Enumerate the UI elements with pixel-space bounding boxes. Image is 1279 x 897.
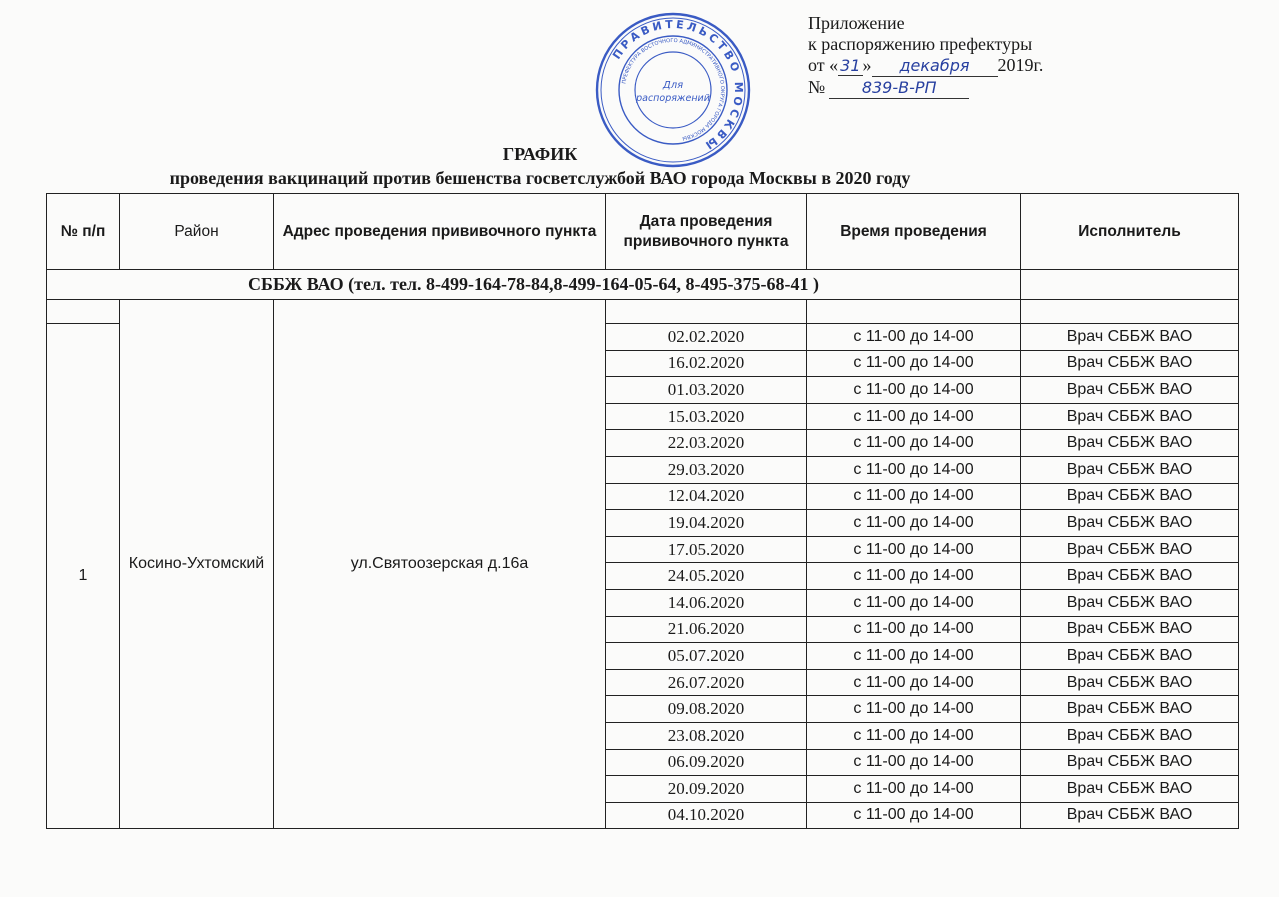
executor-cell: Врач СББЖ ВАО: [1021, 563, 1239, 590]
time-cell: с 11-00 до 14-00: [807, 403, 1021, 430]
district-cell: Косино-Ухтомский: [120, 300, 274, 829]
date-cell: 02.02.2020: [606, 324, 807, 351]
date-year: 2019г.: [997, 55, 1044, 75]
date-cell: 16.02.2020: [606, 350, 807, 377]
time-cell: с 11-00 до 14-00: [807, 377, 1021, 404]
address-cell: ул.Святоозерская д.16а: [274, 300, 606, 829]
executor-cell: Врач СББЖ ВАО: [1021, 802, 1239, 829]
svg-text:распоряжений: распоряжений: [636, 93, 710, 104]
date-cell: 22.03.2020: [606, 430, 807, 457]
official-stamp: [594, 10, 752, 170]
appendix-subtitle: к распоряжению префектуры: [808, 34, 1033, 54]
row-number-cell: 1: [47, 324, 120, 829]
date-cell: 17.05.2020: [606, 536, 807, 563]
time-cell: с 11-00 до 14-00: [807, 696, 1021, 723]
svg-text:ПРАВИТЕЛЬСТВО МОСКВЫ: ПРАВИТЕЛЬСТВО МОСКВЫ: [610, 17, 746, 154]
executor-cell: Врач СББЖ ВАО: [1021, 510, 1239, 537]
stamp-seal-icon: [594, 10, 752, 170]
time-cell: с 11-00 до 14-00: [807, 589, 1021, 616]
executor-cell: Врач СББЖ ВАО: [1021, 669, 1239, 696]
blank-cell: [606, 300, 807, 324]
time-cell: с 11-00 до 14-00: [807, 802, 1021, 829]
date-cell: 01.03.2020: [606, 377, 807, 404]
header-district: Район: [120, 194, 274, 270]
title-line-2: проведения вакцинаций против бешенства госветслужбой ВАО города Москвы в 2020 году: [169, 168, 911, 188]
date-cell: 04.10.2020: [606, 802, 807, 829]
date-cell: 09.08.2020: [606, 696, 807, 723]
date-cell: 19.04.2020: [606, 510, 807, 537]
org-contact-cell: СББЖ ВАО (тел. тел. 8-499-164-78-84,8-499-164-05-64, 8-495-375-68-41 ): [47, 270, 1021, 300]
executor-cell: Врач СББЖ ВАО: [1021, 324, 1239, 351]
svg-text:Для: Для: [662, 80, 684, 91]
date-cell: 15.03.2020: [606, 403, 807, 430]
date-cell: 14.06.2020: [606, 589, 807, 616]
executor-cell: Врач СББЖ ВАО: [1021, 749, 1239, 776]
table-header-row: [47, 194, 1239, 270]
executor-cell: Врач СББЖ ВАО: [1021, 483, 1239, 510]
appendix-number: [808, 77, 1098, 99]
header-time: Время проведения: [807, 194, 1021, 270]
date-cell: 21.06.2020: [606, 616, 807, 643]
date-cell: 05.07.2020: [606, 643, 807, 670]
time-cell: с 11-00 до 14-00: [807, 510, 1021, 537]
time-cell: с 11-00 до 14-00: [807, 350, 1021, 377]
date-cell: 20.09.2020: [606, 776, 807, 803]
date-prefix: от «: [808, 55, 839, 75]
blank-row: [47, 300, 1239, 324]
date-cell: 06.09.2020: [606, 749, 807, 776]
date-mid: »: [862, 55, 872, 75]
time-cell: с 11-00 до 14-00: [807, 483, 1021, 510]
time-cell: с 11-00 до 14-00: [807, 563, 1021, 590]
time-cell: с 11-00 до 14-00: [807, 456, 1021, 483]
executor-cell: Врач СББЖ ВАО: [1021, 430, 1239, 457]
executor-cell: Врач СББЖ ВАО: [1021, 643, 1239, 670]
time-cell: с 11-00 до 14-00: [807, 616, 1021, 643]
time-cell: с 11-00 до 14-00: [807, 643, 1021, 670]
blank-cell: [807, 300, 1021, 324]
executor-cell: Врач СББЖ ВАО: [1021, 696, 1239, 723]
number-prefix: №: [808, 77, 826, 97]
time-cell: с 11-00 до 14-00: [807, 324, 1021, 351]
org-empty-cell: [1021, 270, 1239, 300]
org-row: [47, 270, 1239, 300]
date-cell: 24.05.2020: [606, 563, 807, 590]
executor-cell: Врач СББЖ ВАО: [1021, 456, 1239, 483]
date-cell: 23.08.2020: [606, 722, 807, 749]
blank-cell: [47, 300, 120, 324]
time-cell: с 11-00 до 14-00: [807, 536, 1021, 563]
handwritten-month: декабря: [872, 55, 998, 77]
executor-cell: Врач СББЖ ВАО: [1021, 589, 1239, 616]
header-address: Адрес проведения прививочного пункта: [274, 194, 606, 270]
appendix-date: [808, 55, 1098, 77]
date-cell: 12.04.2020: [606, 483, 807, 510]
blank-cell: [1021, 300, 1239, 324]
executor-cell: Врач СББЖ ВАО: [1021, 350, 1239, 377]
executor-cell: Врач СББЖ ВАО: [1021, 536, 1239, 563]
header-executor: Исполнитель: [1021, 194, 1239, 270]
title-line-1: ГРАФИК: [502, 144, 578, 164]
executor-cell: Врач СББЖ ВАО: [1021, 403, 1239, 430]
handwritten-day: 31: [840, 56, 861, 75]
vaccination-schedule-table: [46, 193, 1239, 829]
executor-cell: Врач СББЖ ВАО: [1021, 377, 1239, 404]
executor-cell: Врач СББЖ ВАО: [1021, 776, 1239, 803]
header-num: № п/п: [47, 194, 120, 270]
date-cell: 26.07.2020: [606, 669, 807, 696]
time-cell: с 11-00 до 14-00: [807, 669, 1021, 696]
time-cell: с 11-00 до 14-00: [807, 722, 1021, 749]
header-date: Дата проведения прививочного пункта: [606, 194, 807, 270]
time-cell: с 11-00 до 14-00: [807, 776, 1021, 803]
svg-text:ПРЕФЕКТУРА ВОСТОЧНОГО АДМИНИСТ: ПРЕФЕКТУРА ВОСТОЧНОГО АДМИНИСТРАТИВНОГО ОКРУГА ГОРОДА МОСКВЫ: [621, 37, 726, 142]
appendix-title: Приложение: [808, 13, 905, 33]
executor-cell: Врач СББЖ ВАО: [1021, 722, 1239, 749]
time-cell: с 11-00 до 14-00: [807, 430, 1021, 457]
appendix-block: [808, 13, 1098, 99]
executor-cell: Врач СББЖ ВАО: [1021, 616, 1239, 643]
time-cell: с 11-00 до 14-00: [807, 749, 1021, 776]
date-cell: 29.03.2020: [606, 456, 807, 483]
handwritten-number: 839-В-РП: [829, 77, 969, 99]
